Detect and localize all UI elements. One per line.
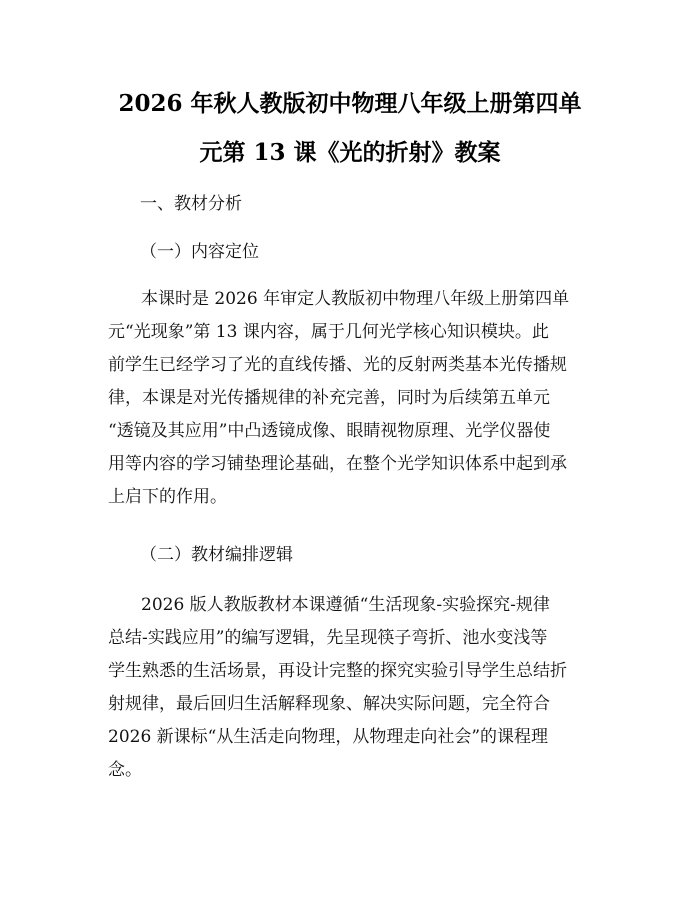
paragraph-line: 总结-实践应用”的编写逻辑，先呈现筷子弯折、池水变浅等 <box>108 628 548 648</box>
paragraph-line: 律，本课是对光传播规律的补充完善，同时为后续第五单元 <box>108 388 550 408</box>
paragraph-line: 用等内容的学习铺垫理论基础，在整个光学知识体系中起到承 <box>108 454 567 474</box>
paragraph-line: 2026 新课标“从生活走向物理，从物理走向社会”的课程理 <box>108 727 549 747</box>
paragraph-line: 元“光现象”第 13 课内容，属于几何光学核心知识模块。此 <box>108 322 549 342</box>
paragraph-line: 念。 <box>108 760 142 780</box>
paragraph-line: 前学生已经学习了光的直线传播、光的反射两类基本光传播规 <box>108 355 567 375</box>
paragraph-line: 上启下的作用。 <box>108 487 227 507</box>
document-title-line-2: 元第 13 课《光的折射》教案 <box>199 139 501 166</box>
document-title-line-1: 2026 年秋人教版初中物理八年级上册第四单 <box>118 90 582 117</box>
paragraph-line: 2026 版人教版教材本课遵循“生活现象-实验探究-规律 <box>141 595 550 615</box>
subsection-heading-editing-logic: （二）教材编排逻辑 <box>140 545 293 565</box>
paragraph-line: 射规律，最后回归生活解释现象、解决实际问题，完全符合 <box>108 694 550 714</box>
subsection-heading-content-positioning: （一）内容定位 <box>140 242 259 262</box>
paragraph-line: 本课时是 2026 年审定人教版初中物理八年级上册第四单 <box>141 289 570 309</box>
paragraph-line: “透镜及其应用”中凸透镜成像、眼睛视物原理、光学仪器使 <box>108 421 551 441</box>
paragraph-line: 学生熟悉的生活场景，再设计完整的探究实验引导学生总结折 <box>108 661 567 681</box>
section-heading-textbook-analysis: 一、教材分析 <box>140 194 242 214</box>
